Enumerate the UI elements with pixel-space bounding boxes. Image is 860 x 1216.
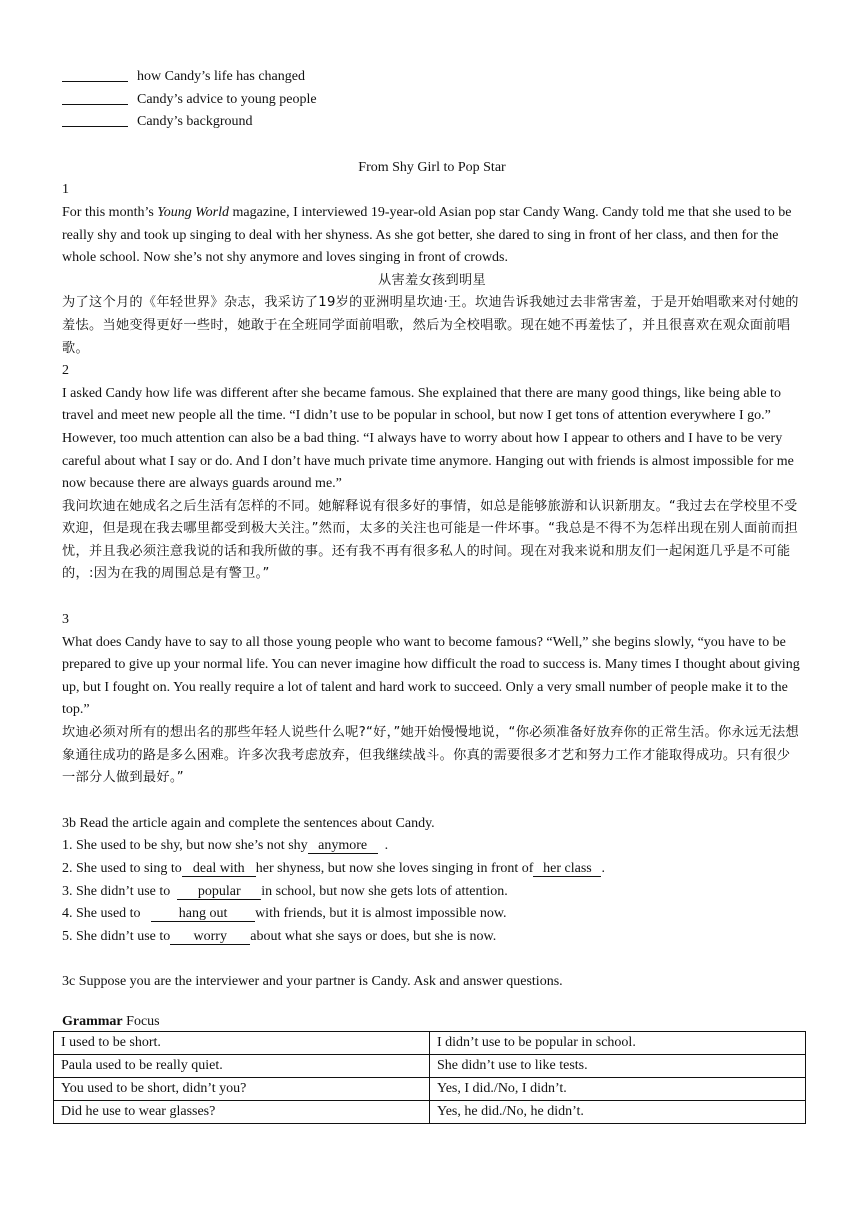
article-title: From Shy Girl to Pop Star: [358, 159, 506, 175]
paragraph-1-english: For this month’s Young World magazine, I interviewed 19-year-old Asian pop star Candy Wang. Candy told me that she used to be really shy and took up singing to deal with her shyness. As she got better, she dared to sing in front of her class, and then for the whole school. Now she’s not shy anymore and loves singing in front of crowds.: [62, 204, 792, 266]
answer-fill: deal with: [182, 861, 256, 877]
table-cell: I used to be short.: [54, 1032, 430, 1055]
paragraph-1-chinese: 为了这个月的《年轻世界》杂志，我采访了19岁的亚洲明星坎迪·王。坎迪告诉我她过去非常害羞，于是开始唱歌来对付她的羞怯。当她变得更好一些时，她敢于在全班同学面前唱歌，然后为全校唱歌。现在她不再羞怯了，并且很喜欢在观众面前唱歌。: [62, 295, 799, 356]
table-cell: She didn’t use to like tests.: [430, 1055, 806, 1078]
paragraph-2-english: I asked Candy how life was different after she became famous. She explained that there are many good things, like being able to travel and meet new people all the time. “I didn’t use to be popular in school, but now I get tons of attention everywhere I go.” However, too much attention can also be a bad thing. “I always have to worry about how I appear to others and I have to be very careful about what I say or do. And I don’t have much private time anymore. Hanging out with friends is almost impossible for me now because there are always guards around me.”: [62, 385, 794, 492]
table-row: [54, 1032, 806, 1055]
chinese-title: 从害羞女孩到明星: [378, 272, 486, 288]
matching-item: Candy’s background: [62, 111, 802, 134]
exercise-sentence: 3. She didn’t use to popular in school, but now she gets lots of attention.: [62, 883, 508, 899]
paragraph-2-chinese: 我问坎迪在她成名之后生活有怎样的不同。她解释说有很多好的事情，如总是能够旅游和认识新朋友。“我过去在学校里不受欢迎，但是现在我去哪里都受到极大关注。”然而，太多的关注也可能是一件坏事。“我总是不得不为怎样出现在别人面前而担忧，并且我必须注意我说的话和我所做的事。还有我不再有很多私人的时间。现在对我来说和朋友们一起闲逛几乎是不可能的，:因为在我的周围总是有警卫。”: [62, 498, 798, 582]
answer-fill: hang out: [151, 906, 255, 922]
table-row: [54, 1101, 806, 1124]
grammar-focus-title: Grammar Focus: [62, 1014, 160, 1029]
paragraph-3-chinese: 坎迪必须对所有的想出名的那些年轻人说些什么呢?“好，”她开始慢慢地说，“你必须准备好放弃你的正常生活。你永远无法想象通往成功的路是多么困难。许多次我考虑放弃，但我继续战斗。你真的需要很多才艺和努力工作才能取得成功。只有很少一部分人做到最好。”: [62, 725, 799, 786]
answer-fill: anymore: [308, 838, 378, 854]
answer-blank[interactable]: [62, 112, 128, 127]
paragraph-3-english: What does Candy have to say to all those young people who want to become famous? “Well,” she begins slowly, “you have to be prepared to give up your normal life. You can never imagine how difficult the road to success is. Many times I thought about giving up, but I fought on. You really require a lot of talent and hard work to succeed. Only a very small number of people make it to the top.”: [62, 634, 800, 718]
magazine-name: Young World: [157, 204, 230, 220]
table-cell: Paula used to be really quiet.: [54, 1055, 430, 1078]
paragraph-number: 1: [62, 182, 69, 198]
table-cell: Did he use to wear glasses?: [54, 1101, 430, 1124]
grammar-table: [53, 1031, 806, 1124]
table-cell: Yes, I did./No, I didn’t.: [430, 1078, 806, 1101]
exercise-3b-title: 3b Read the article again and complete the sentences about Candy.: [62, 815, 435, 831]
answer-blank[interactable]: [62, 90, 128, 105]
answer-fill: popular: [177, 884, 261, 900]
exercise-sentence: 2. She used to sing to deal with her shyness, but now she loves singing in front of her class .: [62, 861, 605, 876]
matching-item: how Candy’s life has changed: [62, 66, 802, 89]
paragraph-number: 3: [62, 612, 69, 628]
exercise-3c: 3c Suppose you are the interviewer and your partner is Candy. Ask and answer questions.: [62, 974, 563, 990]
exercise-sentence: 4. She used to hang out with friends, but it is almost impossible now.: [62, 906, 507, 922]
table-row: [54, 1078, 806, 1101]
table-cell: You used to be short, didn’t you?: [54, 1078, 430, 1101]
table-cell: Yes, he did./No, he didn’t.: [430, 1101, 806, 1124]
answer-fill: her class: [533, 861, 601, 877]
answer-blank[interactable]: [62, 67, 128, 82]
table-cell: I didn’t use to be popular in school.: [430, 1032, 806, 1055]
answer-fill: worry: [170, 929, 250, 945]
exercise-sentence: 1. She used to be shy, but now she’s not shy anymore .: [62, 838, 389, 854]
paragraph-number: 2: [62, 363, 69, 379]
worksheet-page: [62, 66, 802, 994]
matching-item: Candy’s advice to young people: [62, 89, 802, 112]
table-row: [54, 1055, 806, 1078]
exercise-sentence: 5. She didn’t use to worry about what she says or does, but she is now.: [62, 928, 497, 944]
